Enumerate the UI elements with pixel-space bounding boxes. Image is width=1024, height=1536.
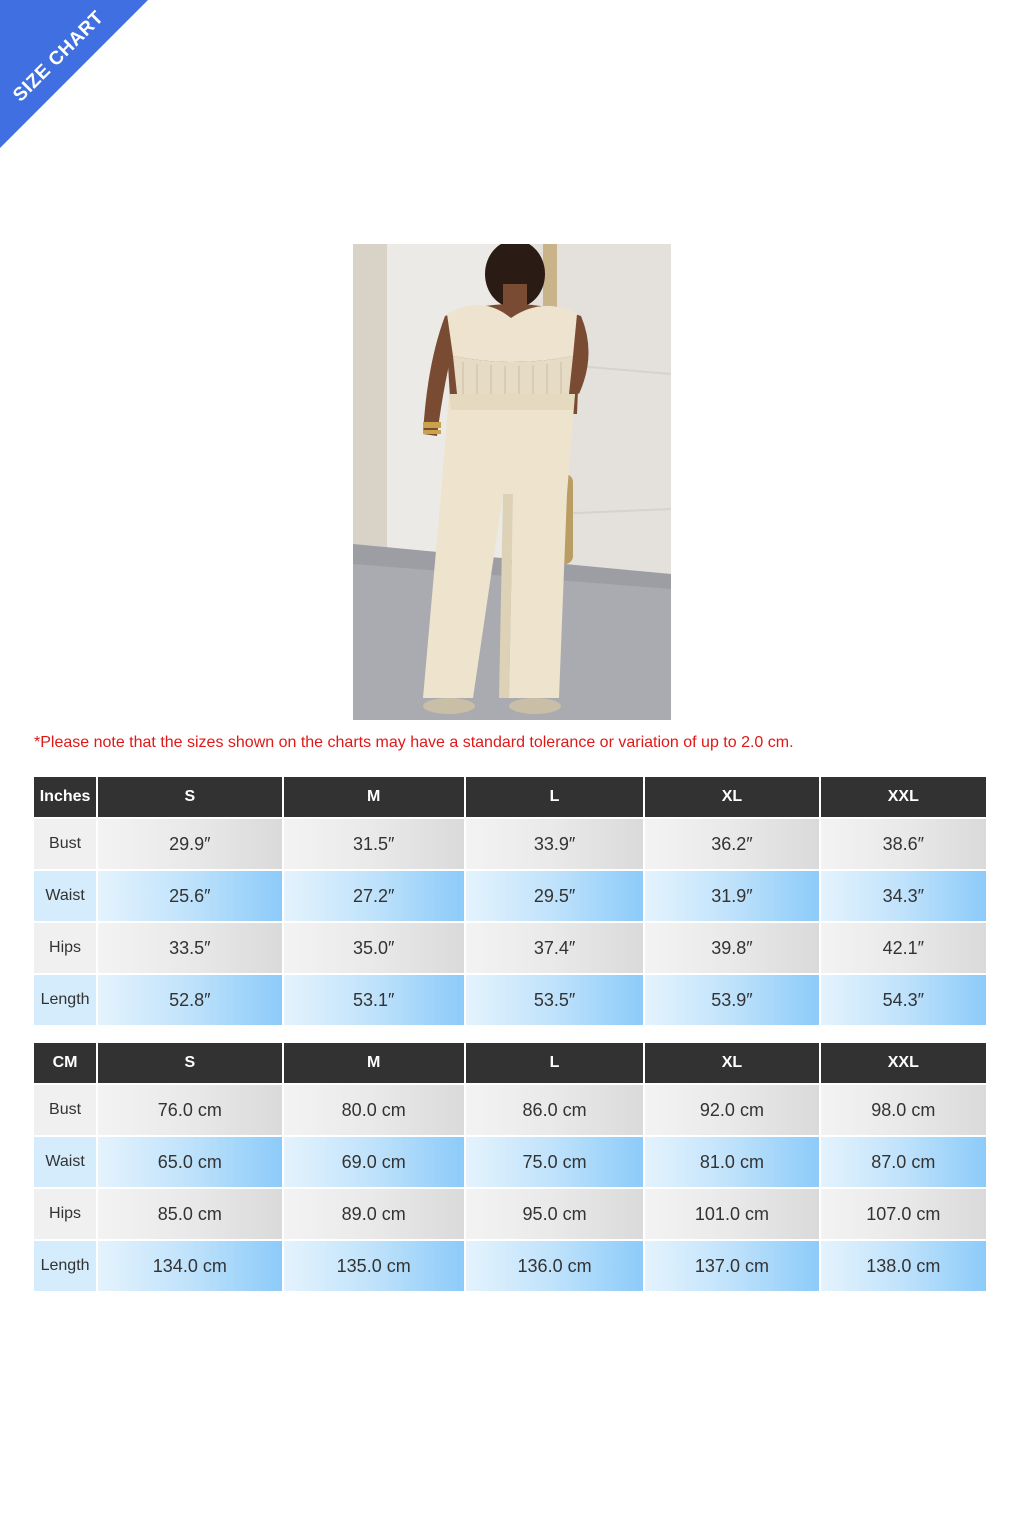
table-cell: 92.0 cm [645, 1085, 818, 1135]
table-cell: 37.4″ [466, 923, 643, 973]
table-header-row [34, 1043, 986, 1083]
table-cell: 53.9″ [645, 975, 818, 1025]
unit-header: CM [34, 1043, 96, 1083]
table-cell: 136.0 cm [466, 1241, 643, 1291]
table-cell: 85.0 cm [98, 1189, 281, 1239]
table-cell: 31.5″ [284, 819, 464, 869]
row-label: Hips [34, 1189, 96, 1239]
size-chart-ribbon [0, 0, 150, 150]
table-cell: 69.0 cm [284, 1137, 464, 1187]
table-cell: 101.0 cm [645, 1189, 818, 1239]
size-header-xxl: XXL [821, 1043, 986, 1083]
table-cell: 35.0″ [284, 923, 464, 973]
table-cell: 38.6″ [821, 819, 986, 869]
table-cell: 89.0 cm [284, 1189, 464, 1239]
table-cell: 53.1″ [284, 975, 464, 1025]
ribbon-label: SIZE CHART [9, 7, 109, 107]
table-row-length [34, 975, 986, 1025]
table-cell: 54.3″ [821, 975, 986, 1025]
table-cell: 134.0 cm [98, 1241, 281, 1291]
row-label: Length [34, 975, 96, 1025]
size-header-xl: XL [645, 1043, 818, 1083]
table-cell: 29.9″ [98, 819, 281, 869]
table-cell: 98.0 cm [821, 1085, 986, 1135]
size-table-cm [32, 1041, 988, 1293]
model-illustration [353, 244, 671, 720]
table-cell: 33.5″ [98, 923, 281, 973]
ribbon-triangle [0, 0, 148, 148]
row-label: Bust [34, 819, 96, 869]
table-cell: 80.0 cm [284, 1085, 464, 1135]
table-cell: 138.0 cm [821, 1241, 986, 1291]
table-cell: 137.0 cm [645, 1241, 818, 1291]
table-cell: 27.2″ [284, 871, 464, 921]
row-label: Hips [34, 923, 96, 973]
table-cell: 31.9″ [645, 871, 818, 921]
table-cell: 95.0 cm [466, 1189, 643, 1239]
table-cell: 76.0 cm [98, 1085, 281, 1135]
table-cell: 135.0 cm [284, 1241, 464, 1291]
table-row-bust [34, 1085, 986, 1135]
table-cell: 81.0 cm [645, 1137, 818, 1187]
tolerance-note: *Please note that the sizes shown on the charts may have a standard tolerance or variation of up to 2.0 cm. [34, 734, 794, 751]
table-cell: 42.1″ [821, 923, 986, 973]
table-row-hips [34, 923, 986, 973]
row-label: Waist [34, 1137, 96, 1187]
row-label: Length [34, 1241, 96, 1291]
size-header-m: M [284, 777, 464, 817]
table-cell: 87.0 cm [821, 1137, 986, 1187]
row-label: Bust [34, 1085, 96, 1135]
size-header-xxl: XXL [821, 777, 986, 817]
table-row-length [34, 1241, 986, 1291]
table-cell: 107.0 cm [821, 1189, 986, 1239]
table-cell: 34.3″ [821, 871, 986, 921]
table-cell: 75.0 cm [466, 1137, 643, 1187]
table-cell: 33.9″ [466, 819, 643, 869]
table-row-bust [34, 819, 986, 869]
table-cell: 25.6″ [98, 871, 281, 921]
table-cell: 65.0 cm [98, 1137, 281, 1187]
size-table-inches [32, 775, 988, 1027]
size-header-xl: XL [645, 777, 818, 817]
product-photo [353, 244, 671, 720]
table-row-waist [34, 871, 986, 921]
table-cell: 86.0 cm [466, 1085, 643, 1135]
size-header-s: S [98, 777, 281, 817]
table-cell: 36.2″ [645, 819, 818, 869]
size-header-l: L [466, 1043, 643, 1083]
table-row-waist [34, 1137, 986, 1187]
table-cell: 53.5″ [466, 975, 643, 1025]
size-header-s: S [98, 1043, 281, 1083]
size-header-m: M [284, 1043, 464, 1083]
table-cell: 39.8″ [645, 923, 818, 973]
size-header-l: L [466, 777, 643, 817]
row-label: Waist [34, 871, 96, 921]
table-cell: 29.5″ [466, 871, 643, 921]
unit-header: Inches [34, 777, 96, 817]
table-row-hips [34, 1189, 986, 1239]
table-cell: 52.8″ [98, 975, 281, 1025]
table-header-row [34, 777, 986, 817]
